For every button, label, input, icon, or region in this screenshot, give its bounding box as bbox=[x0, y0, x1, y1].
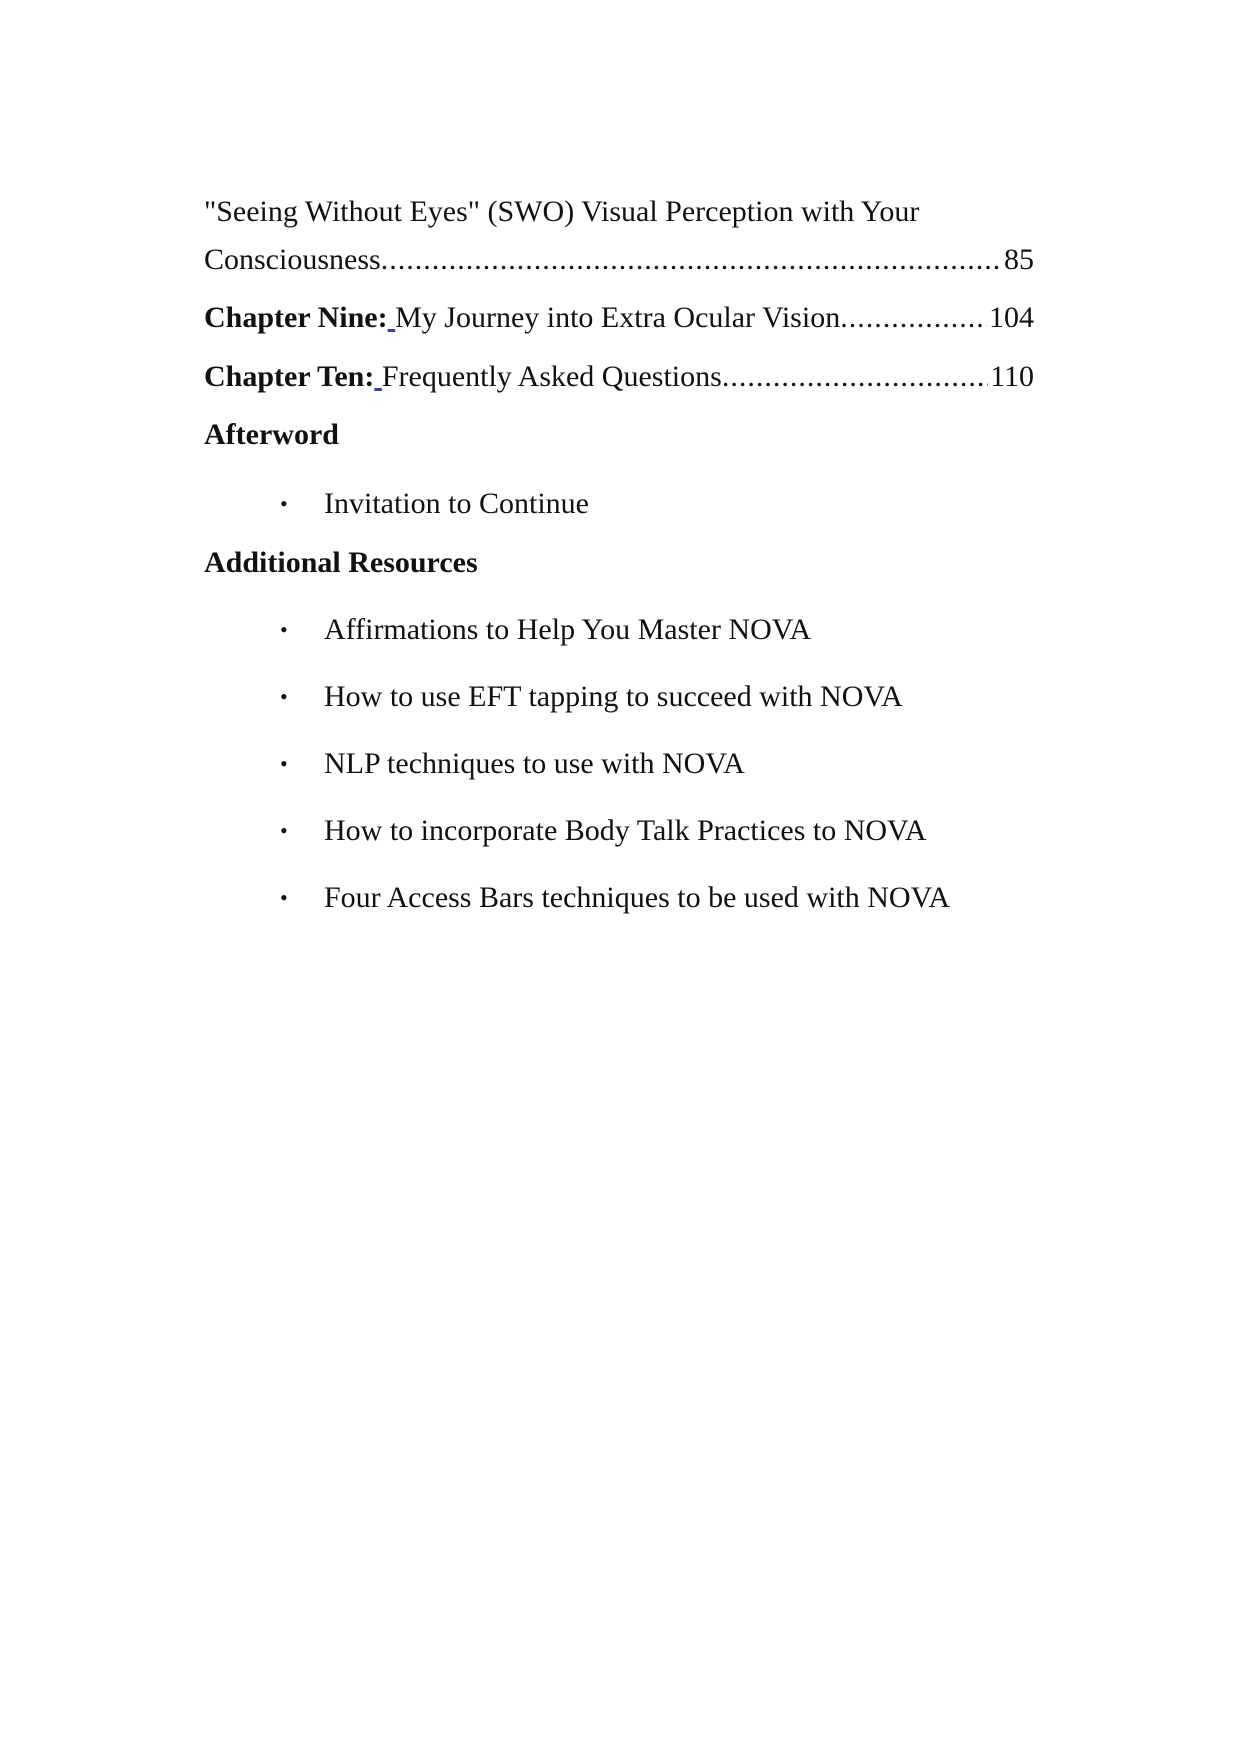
list-item-label: How to incorporate Body Talk Practices to NOVA bbox=[324, 814, 927, 847]
list-item[interactable] bbox=[204, 484, 1034, 524]
section-heading-additional-resources: Additional Resources bbox=[204, 546, 478, 579]
chapter-label: Chapter Nine: bbox=[204, 301, 388, 334]
toc-entry-swo[interactable] bbox=[204, 240, 1034, 280]
toc-chapter-title bbox=[204, 357, 722, 397]
list-item-label: Affirmations to Help You Master NOVA bbox=[324, 613, 812, 646]
toc-entry-chapter-nine[interactable] bbox=[204, 298, 1034, 338]
bullet-icon: • bbox=[280, 885, 288, 910]
toc-page-number: 104 bbox=[989, 301, 1034, 334]
list-item-label: NLP techniques to use with NOVA bbox=[324, 747, 745, 780]
list-item[interactable] bbox=[204, 811, 1034, 851]
bullet-icon: • bbox=[280, 491, 288, 516]
toc-chapter-title bbox=[204, 298, 840, 338]
list-item-label: How to use EFT tapping to succeed with NOVA bbox=[324, 680, 903, 713]
toc-leader-dots bbox=[840, 298, 987, 338]
link-marker bbox=[374, 360, 382, 393]
bullet-icon: • bbox=[280, 751, 288, 776]
bullet-icon: • bbox=[280, 617, 288, 642]
chapter-label: Chapter Ten: bbox=[204, 360, 375, 393]
toc-leader-dots bbox=[381, 240, 1002, 280]
list-item-label: Four Access Bars techniques to be used with NOVA bbox=[324, 881, 951, 914]
chapter-title-text: Frequently Asked Questions bbox=[381, 360, 722, 393]
toc-leader-dots bbox=[722, 357, 988, 397]
list-item[interactable] bbox=[204, 677, 1034, 717]
toc-page-number: 110 bbox=[990, 360, 1034, 393]
list-item[interactable] bbox=[204, 744, 1034, 784]
list-item-label: Invitation to Continue bbox=[324, 487, 589, 520]
toc-page-number: 85 bbox=[1004, 243, 1034, 276]
toc-entry-swo-line1: "Seeing Without Eyes" (SWO) Visual Perception with Your bbox=[204, 195, 920, 228]
additional-resources-list bbox=[204, 610, 1034, 918]
bullet-icon: • bbox=[280, 818, 288, 843]
section-heading-afterword: Afterword bbox=[204, 418, 339, 451]
bullet-icon: • bbox=[280, 684, 288, 709]
list-item[interactable] bbox=[204, 610, 1034, 650]
afterword-list bbox=[204, 484, 1034, 524]
list-item[interactable] bbox=[204, 878, 1034, 918]
table-of-contents bbox=[204, 192, 1034, 918]
toc-entry-swo-title: Consciousness bbox=[204, 243, 381, 276]
chapter-title-text: My Journey into Extra Ocular Vision bbox=[395, 301, 841, 334]
toc-entry-chapter-ten[interactable] bbox=[204, 357, 1034, 397]
link-marker bbox=[388, 301, 396, 334]
